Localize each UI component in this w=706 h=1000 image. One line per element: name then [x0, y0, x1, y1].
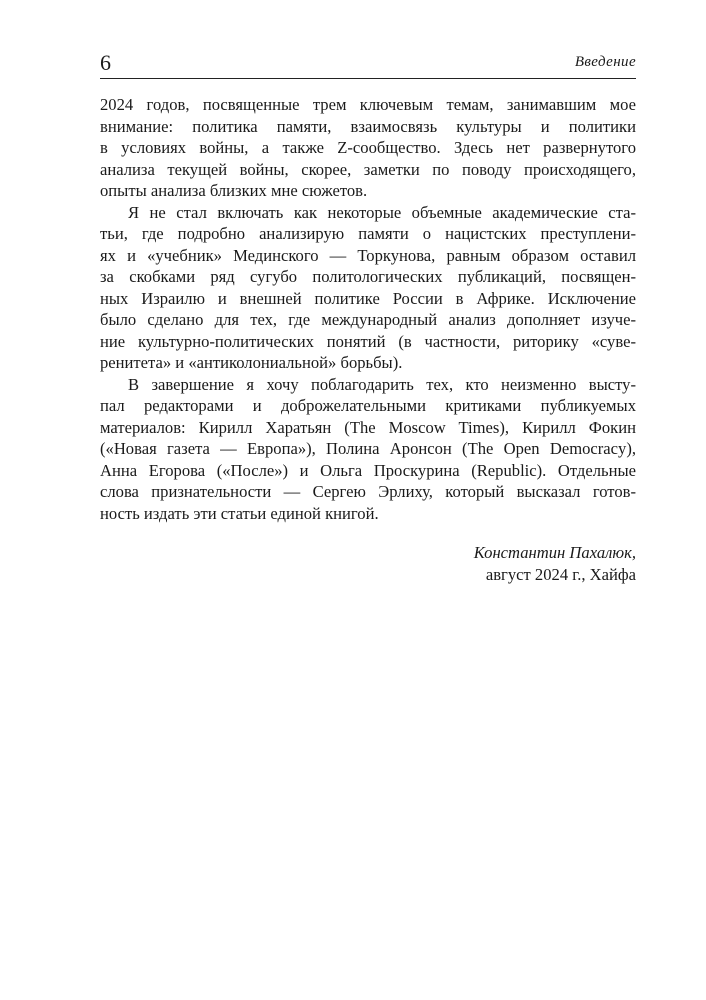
text-line: ность издать эти статьи единой книгой.	[100, 503, 379, 523]
text-line: внимание: политика памяти, взаимосвязь культуры и политики	[100, 116, 636, 136]
paragraph-3	[100, 374, 636, 525]
text-line: анализа текущей войны, скорее, заметки по поводу происходящего,	[100, 159, 636, 179]
text-line: за скобками ряд сугубо политологических публикаций, посвящен-	[100, 267, 636, 286]
text-line: ях и «учебник» Мединского — Торкунова, равным образом оставил	[100, 245, 636, 265]
paragraph-2	[100, 202, 636, 374]
text-line: ных Израилю и внешней политике России в Африке. Исключение	[100, 288, 636, 308]
signature-author: Константин Пахалюк,	[473, 543, 636, 562]
text-line: пал редакторами и доброжелательными критиками публикуемых	[100, 396, 636, 415]
text-line: ренитета» и «антиколониальной» борьбы).	[100, 353, 403, 372]
text-line: ние культурно-политических понятий (в частности, риторику «суве-	[100, 331, 636, 351]
page-number: 6	[100, 50, 111, 75]
text-line: Я не стал включать как некоторые объемные академические ста-	[128, 202, 636, 222]
paragraph-1	[100, 94, 636, 202]
signature	[100, 542, 636, 585]
text-line: («Новая газета — Европа»), Полина Аронсон (The Open Democracy),	[100, 439, 636, 458]
text-line: тьи, где подробно анализирую памяти о нацистских преступлени-	[100, 224, 636, 243]
signature-date-place: август 2024 г., Хайфа	[485, 564, 636, 584]
book-page	[100, 50, 636, 585]
text-line: в условиях войны, а также Z-сообщество. Здесь нет развернутого	[100, 138, 636, 157]
text-line: Анна Егорова («После») и Ольга Проскурина (Republic). Отдельные	[100, 460, 636, 480]
running-title: Введение	[574, 54, 636, 70]
text-line: В завершение я хочу поблагодарить тех, кто неизменно высту-	[128, 374, 636, 394]
text-line: было сделано для тех, где международный анализ дополняет изуче-	[100, 310, 636, 329]
text-line: опыты анализа близких мне сюжетов.	[100, 181, 368, 200]
page-header	[100, 50, 636, 79]
text-line: материалов: Кирилл Харатьян (The Moscow Times), Кирилл Фокин	[100, 417, 636, 437]
text-line: слова признательности — Сергею Эрлиху, который высказал готов-	[100, 482, 636, 501]
text-line: 2024 годов, посвященные трем ключевым темам, занимавшим мое	[100, 95, 636, 114]
body-text	[100, 94, 636, 524]
